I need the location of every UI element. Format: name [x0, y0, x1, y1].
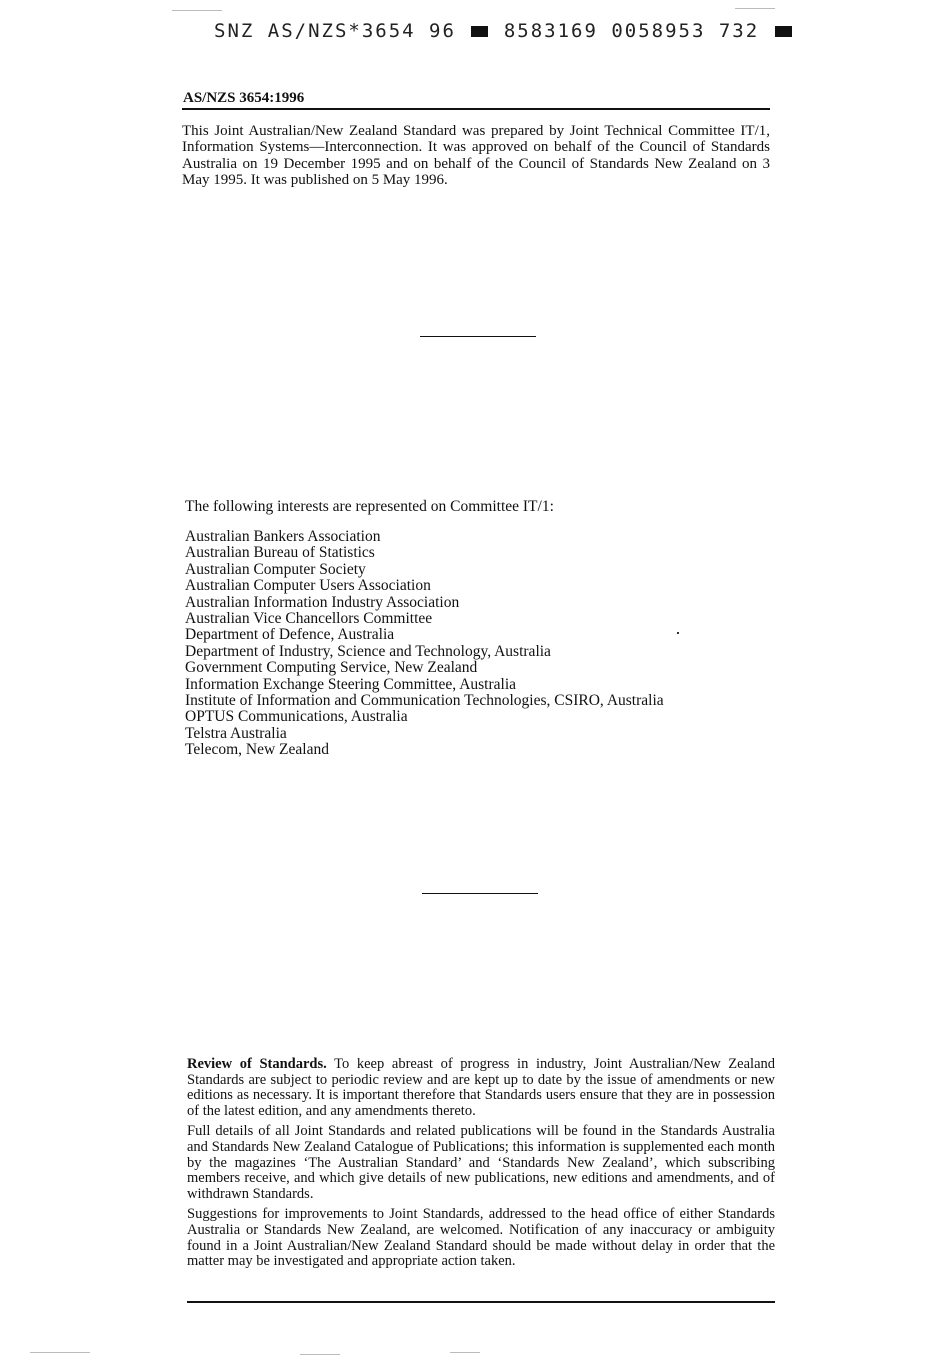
list-item: Australian Vice Chancellors Committee — [185, 610, 433, 628]
review-section — [187, 1057, 775, 1275]
list-item: Government Computing Service, New Zealand — [185, 659, 478, 677]
list-item: Telecom, New Zealand — [185, 741, 329, 759]
standard-title: AS/NZS 3654:1996 — [183, 90, 305, 106]
list-item: Australian Bureau of Statistics — [185, 544, 375, 562]
code-suffix: 8583169 0058953 732 — [503, 20, 760, 42]
review-bottom-rule — [187, 1301, 775, 1303]
review-paragraph-2: Full details of all Joint Standards and related publications will be found in the Standards Australia and Standards New Zealand Catalogue of Publications; this information is supplemented each month by the magazines ‘The Australian Standard’ and ‘Standards New Zealand’, which subscribing members receive, and which give details of new publications, new editions and amendments, and of withdrawn Standards. — [187, 1123, 775, 1202]
barcode-block-icon — [471, 26, 488, 37]
review-text-1: To keep abreast of progress in industry, Joint Australian/New Zealand Standards are subject to periodic review and are kept up to date by the issue of amendments or new editions as necessary. It is important therefore that Standards users ensure that they are in possession of the latest edition, and any amendments thereto. — [187, 1056, 776, 1119]
barcode-block-icon — [775, 26, 792, 37]
list-item: Australian Bankers Association — [185, 528, 381, 545]
scan-mark-top-left — [172, 10, 222, 11]
stray-dot — [677, 632, 679, 634]
list-item: Australian Information Industry Association — [185, 593, 460, 611]
list-item: Australian Computer Society — [185, 560, 366, 578]
list-item: Telstra Australia — [185, 724, 287, 742]
review-paragraph-1 — [187, 1057, 775, 1119]
scan-mark-top-right — [735, 8, 775, 9]
section-divider — [422, 893, 538, 894]
committee-intro: The following interests are represented on Committee IT/1: — [185, 498, 554, 515]
list-item: Institute of Information and Communication Technologies, CSIRO, Australia — [185, 692, 664, 710]
review-heading: Review of Standards. — [187, 1056, 327, 1072]
preparation-paragraph: This Joint Australian/New Zealand Standard was prepared by Joint Technical Committee IT/1, Information Systems—Interconnection. It was approved on behalf of the Council of Standards Australia on 19 December 1995 and on behalf of the Council of Standards New Zealand on 3 May 1995. It was published on 5 May 1996. — [182, 123, 770, 189]
interests-list — [185, 529, 664, 759]
scan-mark-bottom-left — [30, 1352, 90, 1353]
scan-mark-bottom-mid — [300, 1354, 340, 1355]
list-item: Information Exchange Steering Committee, Australia — [185, 675, 517, 693]
list-item: OPTUS Communications, Australia — [185, 708, 408, 726]
scan-mark-bottom-right — [450, 1352, 480, 1353]
title-underline — [182, 108, 770, 110]
document-code-line — [214, 20, 794, 42]
code-prefix: SNZ AS/NZS*3654 96 — [214, 20, 456, 42]
list-item: Department of Industry, Science and Technology, Australia — [185, 642, 551, 660]
list-item: Australian Computer Users Association — [185, 577, 431, 595]
section-divider — [420, 336, 536, 337]
list-item: Department of Defence, Australia — [185, 626, 395, 644]
review-paragraph-3: Suggestions for improvements to Joint Standards, addressed to the head office of either Standards Australia or Standards New Zealand, are welcomed. Notification of any inaccuracy or ambiguity found in a Joint Australian/New Zealand Standard should be made without delay in order that the matter may be investigated and appropriate action taken. — [187, 1206, 775, 1270]
